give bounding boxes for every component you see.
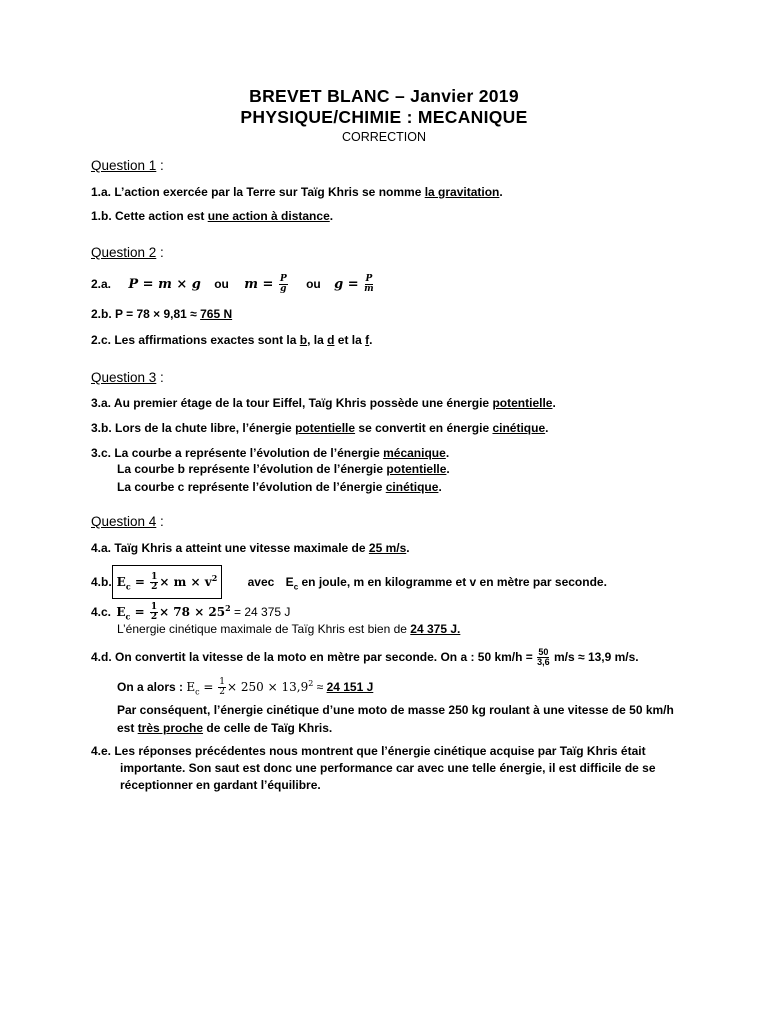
answer-1a-end: .	[499, 185, 503, 199]
answer-4d-fraction	[537, 648, 550, 667]
formula-ke-calc-e: E	[116, 605, 126, 619]
document-title: BREVET BLANC – Janvier 2019	[249, 86, 519, 106]
answer-3a-end: .	[552, 396, 556, 410]
formula-moto-fraction	[218, 678, 226, 697]
answer-3c-text-1: 3.c. La courbe a représente l’évolution de l’énergie	[91, 446, 384, 460]
question-3-label: Question 3	[91, 370, 157, 385]
formula-gravity-den: m	[364, 284, 374, 295]
answer-4d-conclusion-2	[117, 721, 332, 735]
answer-4a	[91, 541, 410, 555]
question-4-label: Question 4	[91, 514, 157, 529]
answer-4d-conclusion-key: très proche	[137, 721, 204, 735]
formula-moto-eq: =	[199, 680, 218, 694]
formula-moto-sub: c	[195, 687, 200, 697]
formula-ke-calc	[116, 602, 231, 622]
answer-4d-conclusion-end: de celle de Taïg Khris.	[203, 721, 333, 735]
answer-4d-end: m/s ≈ 13,9 m/s.	[550, 650, 639, 664]
answer-4d	[91, 647, 639, 667]
answer-3a-key: potentielle	[492, 396, 553, 410]
answer-3b-text: 3.b. Lors de la chute libre, l’énergie	[91, 421, 296, 435]
answer-4d-text: 4.d. On convertit la vitesse de la moto en mètre par seconde. On a : 50 km/h =	[91, 650, 537, 664]
document-subject: PHYSIQUE/CHIMIE : MECANIQUE	[240, 107, 528, 127]
answer-4b-units-sub: c	[293, 582, 299, 592]
answer-3b-key-2: cinétique	[492, 421, 546, 435]
answer-4d-conclusion-prefix: est	[117, 721, 138, 735]
question-4-colon: :	[156, 514, 164, 529]
formula-ke-calc-right: × 78 × 25	[159, 605, 226, 619]
formula-mass-fraction	[279, 275, 288, 294]
answer-4d-key: 24 151 J	[326, 680, 374, 694]
formula-ke-calc-num: 1	[150, 602, 158, 612]
answer-4b-label: 4.b.	[91, 575, 112, 589]
answer-4e-line-1	[91, 744, 646, 758]
answer-3c-text-3: La courbe c représente l’évolution de l’énergie	[117, 480, 386, 494]
answer-4c-result: = 24 375 J	[230, 605, 291, 619]
answer-4b	[91, 565, 607, 599]
formula-ke-sub: c	[125, 581, 131, 592]
formula-ke-e: E	[116, 575, 126, 589]
answer-3b-key-1: potentielle	[295, 421, 356, 435]
answer-2a	[91, 274, 375, 295]
answer-1b-end: .	[329, 209, 334, 223]
formula-ke-calc-eq: =	[130, 605, 149, 619]
answer-4a-end: .	[406, 541, 410, 555]
formula-gravity-fraction	[364, 275, 374, 294]
formula-moto-right: × 250 × 13,9	[227, 680, 309, 694]
answer-4a-text: 4.a. Taïg Khris a atteint une vitesse maximale de	[91, 541, 369, 555]
formula-gravity-left: g =	[334, 277, 364, 292]
answer-2c-text: 2.c. Les affirmations exactes sont la	[91, 333, 300, 347]
question-1-colon: :	[156, 158, 164, 173]
question-2-heading	[91, 245, 164, 260]
formula-moto-num: 1	[219, 677, 226, 687]
answer-4b-units-text: en joule, m en kilogramme et v en mètre par seconde.	[298, 575, 607, 589]
answer-3a	[91, 396, 556, 410]
answer-1b-text: 1.b. Cette action est	[91, 209, 208, 223]
answer-4d-approx: ≈	[313, 680, 327, 694]
answer-1a	[91, 185, 503, 199]
answer-4c-conclusion-text: L’énergie cinétique maximale de Taïg Khris est bien de	[117, 622, 411, 636]
answer-2b-text: 2.b. P = 78 × 9,81 ≈	[91, 307, 201, 321]
answer-3b-mid: se convertit en énergie	[355, 421, 493, 435]
formula-moto-sup: 2	[308, 679, 314, 688]
question-2-label: Question 2	[91, 245, 157, 260]
formula-ke-fraction	[150, 573, 158, 592]
formula-mass-left: m =	[244, 277, 278, 292]
formula-mass	[244, 274, 288, 295]
formula-moto-ke	[186, 677, 314, 697]
answer-2b-key: 765 N	[200, 307, 233, 321]
document-subtitle: CORRECTION	[341, 130, 427, 144]
answer-4c-conclusion	[117, 622, 460, 636]
answer-4b-units-e: E	[285, 575, 294, 589]
answer-3c-key-1: mécanique	[383, 446, 446, 460]
question-3-colon: :	[156, 370, 164, 385]
question-4-heading	[91, 514, 164, 529]
answer-3c-line-3	[117, 480, 442, 494]
answer-3c-end-2: .	[446, 462, 450, 476]
answer-4a-key: 25 m/s	[368, 541, 407, 555]
answer-4d-calc	[117, 674, 373, 702]
question-1-label: Question 1	[91, 158, 157, 173]
answer-2c-f: f	[365, 333, 370, 347]
formula-moto-e: E	[186, 680, 196, 694]
formula-kinetic-energy-box	[112, 565, 223, 599]
formula-ke-eq: =	[130, 575, 150, 589]
answer-3b	[91, 421, 549, 435]
answer-4d-conclusion-1	[117, 703, 674, 717]
question-3-heading	[91, 370, 164, 385]
formula-weight: P = m × g	[128, 277, 201, 292]
answer-2c-d: d	[327, 333, 335, 347]
answer-1a-text: 1.a. L’action exercée par la Terre sur Taïg Khris se nomme	[91, 185, 425, 199]
formula-mass-num: P	[279, 274, 287, 285]
formula-ke-num: 1	[151, 572, 158, 582]
formula-moto-den: 2	[219, 687, 226, 697]
formula-ke-right: × m × v	[159, 575, 212, 589]
answer-4e-line-3	[120, 778, 321, 792]
formula-ke-calc-den: 2	[150, 612, 158, 622]
answer-4b-avec: avec	[247, 575, 275, 589]
answer-3b-end: .	[545, 421, 549, 435]
answer-4d-num: 50	[538, 647, 549, 658]
answer-2c-end: .	[369, 333, 373, 347]
formula-ke-sup: 2	[211, 573, 218, 583]
answer-3c-end-3: .	[438, 480, 442, 494]
answer-4c-conclusion-key: 24 375 J.	[410, 622, 461, 636]
formula-gravity	[334, 274, 375, 295]
answer-3c-line-1	[91, 446, 449, 460]
answer-2c-sep-1: , la	[307, 333, 328, 347]
formula-mass-den: g	[280, 284, 287, 295]
answer-2b	[91, 307, 232, 321]
answer-3c-line-2	[117, 462, 450, 476]
formula-ke-calc-sup: 2	[225, 603, 231, 613]
formula-ke-calc-fraction	[150, 603, 158, 622]
answer-2a-ou-2: ou	[306, 277, 321, 291]
answer-4c-label: 4.c.	[91, 605, 112, 619]
answer-4b-units	[285, 575, 607, 592]
answer-4e-text-1: 4.e. Les réponses précédentes nous montrent que l’énergie cinétique acquise par Taïg Khris était	[91, 744, 646, 758]
answer-4e-line-2	[120, 761, 656, 775]
formula-gravity-num: P	[365, 274, 373, 285]
answer-1a-key: la gravitation	[424, 185, 500, 199]
answer-4e-text-2: importante. Son saut est donc une performance car avec une telle énergie, il est difficile de se	[120, 761, 656, 775]
answer-4e-text-3: réceptionner en gardant l’équilibre.	[120, 778, 321, 792]
answer-3c-key-3: cinétique	[385, 480, 439, 494]
answer-2c-b: b	[299, 333, 308, 347]
answer-3c-text-2: La courbe b représente l’évolution de l’énergie	[117, 462, 387, 476]
answer-3c-key-2: potentielle	[386, 462, 447, 476]
formula-ke-den: 2	[151, 582, 158, 592]
formula-ke-calc-sub: c	[125, 611, 131, 622]
answer-4d-conclusion-text-1: Par conséquent, l’énergie cinétique d’une moto de masse 250 kg roulant à une vitesse de 50 km/h	[117, 703, 674, 717]
answer-2c	[91, 333, 373, 347]
answer-2a-ou-1: ou	[214, 277, 229, 291]
answer-4d-den: 3,6	[537, 657, 550, 668]
answer-4d-calc-text: On a alors :	[117, 680, 187, 694]
answer-3a-text: 3.a. Au premier étage de la tour Eiffel, Taïg Khris possède une énergie	[91, 396, 493, 410]
answer-1b-key: une action à distance	[207, 209, 330, 223]
answer-2c-sep-2: et la	[334, 333, 366, 347]
answer-3c-end-1: .	[445, 446, 450, 460]
question-1-heading	[91, 158, 164, 173]
answer-1b	[91, 209, 333, 223]
answer-2a-label: 2.a.	[91, 277, 112, 291]
question-2-colon: :	[156, 245, 164, 260]
